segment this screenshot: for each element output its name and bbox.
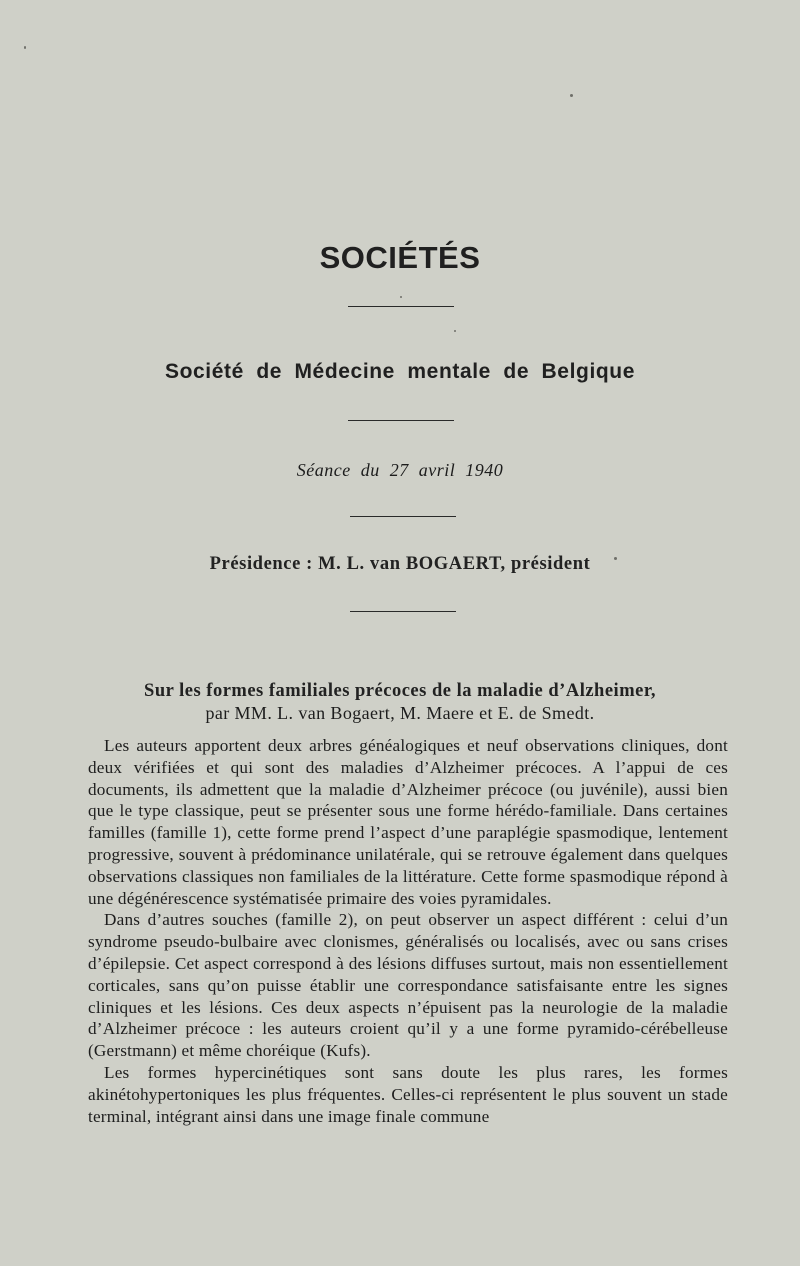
presidency-line: Présidence : M. L. van BOGAERT, président [209,554,591,574]
article-paragraph: Dans d’autres souches (famille 2), on peut observer un aspect différent : celui d’un syndrome pseudo-bulbaire avec clonismes, généralisés ou localisés, avec ou sans crises d’épilepsie. Cet aspect correspond à des lésions diffuses surtout, mais non essentiellement corticales, sans qu’on puisse établir une correspondance satisfaisante entre les signes cliniques et les lésions. Ces deux aspects n’épuisent pas la neurologie de la maladie d’Alzheimer précoce : les auteurs croient qu’il y a une forme pyramido-cérébelleuse (Gerstmann) et même choréique (Kufs). [88,910,728,1061]
paper-speck [454,330,456,332]
article-paragraph: Les formes hypercinétiques sont sans doute les plus rares, les formes akinétohypertoniques les plus fréquentes. Celles-ci représentent le plus souvent un stade terminal, intégrant ainsi dans une image finale commune [88,1062,728,1126]
paper-speck [614,557,617,560]
session-date: Séance du 27 avril 1940 [296,460,504,480]
article-authors: par MM. L. van Bogaert, M. Maere et E. de Smedt. [205,703,595,723]
paper-speck [400,296,402,298]
paper-speck [570,94,573,97]
divider-rule [350,516,456,517]
article-body [88,735,728,1127]
divider-rule [350,611,456,612]
society-name: Société de Médecine mentale de Belgique [164,360,636,383]
divider-rule [348,306,454,307]
paper-speck [24,46,26,49]
article-paragraph: Les auteurs apportent deux arbres généalogiques et neuf observations cliniques, dont deux vérifiées et qui sont des maladies d’Alzheimer précoces. A l’appui de ces documents, ils admettent que la maladie d’Alzheimer précoce (ou juvénile), aussi bien que le type classique, peut se présenter sous une forme hérédo-familiale. Dans certaines familles (famille 1), cette forme prend l’aspect d’une paraplégie spasmodique, lentement progressive, souvent à prédominance unilatérale, qui se retrouve également dans quelques observations classiques non familiales de la littérature. Cette forme spasmodique répond à une dégénérescence systématisée primaire des voies pyramidales. [88,736,728,908]
section-title: SOCIÉTÉS [319,240,481,275]
article-title: Sur les formes familiales précoces de la maladie d’Alzheimer, [144,681,656,701]
divider-rule [348,420,454,421]
